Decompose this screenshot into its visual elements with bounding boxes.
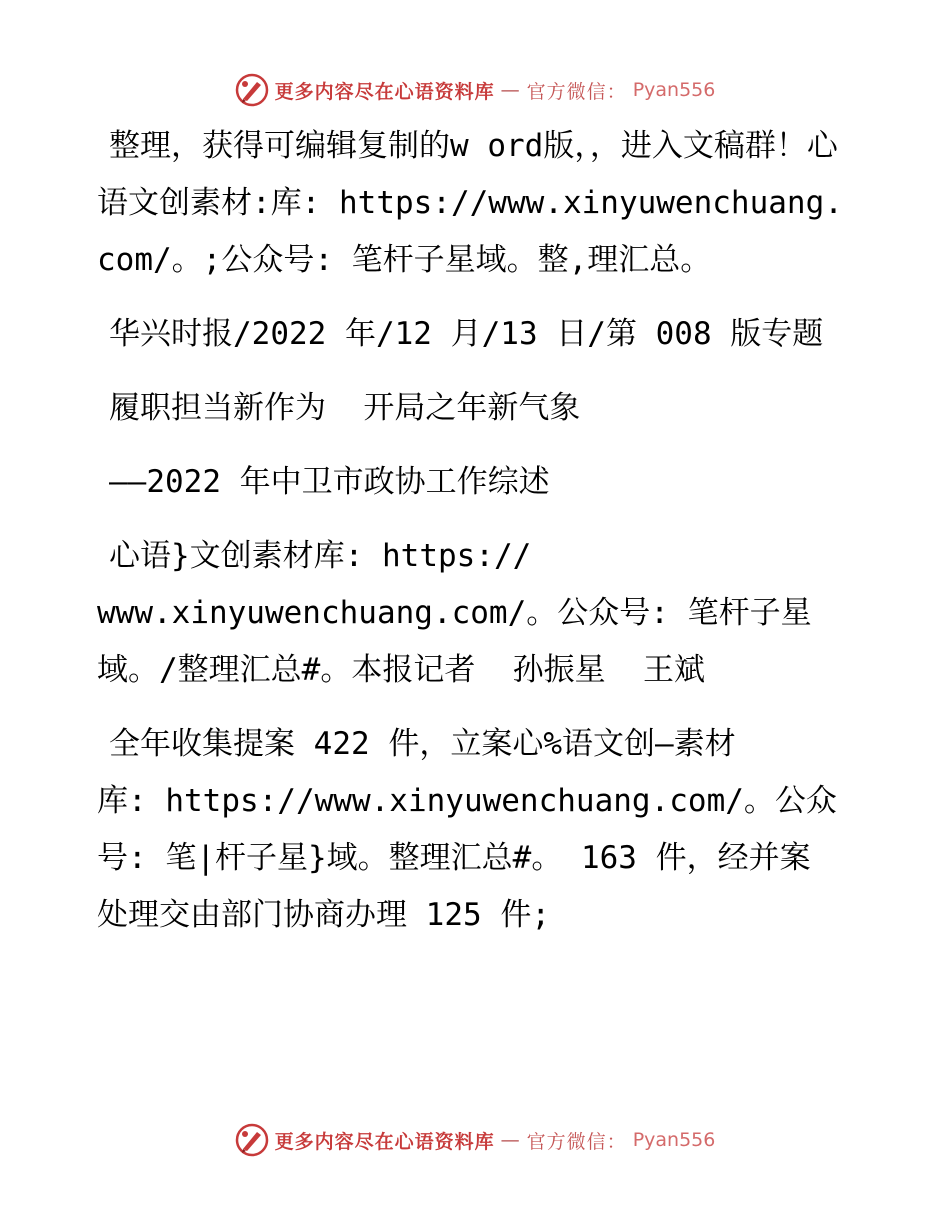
publication-line: 华兴时报/2022 年/12 月/13 日/第 008 版专题 — [109, 316, 824, 352]
byline-line-3: 域。/整理汇总#。本报记者 孙振星 王斌 — [97, 652, 705, 688]
proposal-paragraph — [97, 716, 857, 944]
proposal-line-1: 全年收集提案 422 件，立案心%语文创—素材 — [109, 726, 736, 762]
pen-logo-icon — [235, 73, 269, 107]
header-banner — [0, 70, 950, 110]
banner-dash: — — [500, 79, 521, 101]
proposal-line-2: 库: https://www.xinyuwenchuang.com/。公众 — [97, 783, 837, 819]
banner-wechat-label: 官方微信： — [526, 80, 627, 103]
footer-banner-dash: — — [500, 1129, 521, 1151]
byline-paragraph — [97, 528, 857, 699]
banner-title: 更多内容尽在心语资料库 — [274, 80, 495, 103]
footer-banner — [0, 1120, 950, 1160]
intro-paragraph: 整理，获得可编辑复制的w ord版，，进入文稿群！心语文创素材:库: https://www.xinyuwenchuang.com/。;公众号: 笔杆子星域。整,理汇总。 — [97, 128, 843, 278]
footer-banner-wechat-label: 官方微信： — [526, 1130, 627, 1153]
banner-wechat-id: Pyan556 — [632, 79, 716, 101]
byline-line-2: www.xinyuwenchuang.com/。公众号: 笔杆子星 — [97, 595, 812, 631]
pen-logo-icon — [235, 1123, 269, 1157]
proposal-line-4: 处理交由部门协商办理 125 件; — [97, 897, 550, 933]
footer-banner-wechat-id: Pyan556 — [632, 1129, 716, 1151]
document-body — [97, 118, 857, 944]
article-title: 履职担当新作为 开局之年新气象 — [109, 390, 581, 426]
footer-banner-title: 更多内容尽在心语资料库 — [274, 1130, 495, 1153]
proposal-line-3: 号: 笔|杆子星}域。整理汇总#。 163 件，经并案 — [97, 840, 811, 876]
article-subtitle: ——2022 年中卫市政协工作综述 — [109, 464, 550, 500]
byline-line-1: 心语}文创素材库: https:// — [109, 538, 532, 574]
